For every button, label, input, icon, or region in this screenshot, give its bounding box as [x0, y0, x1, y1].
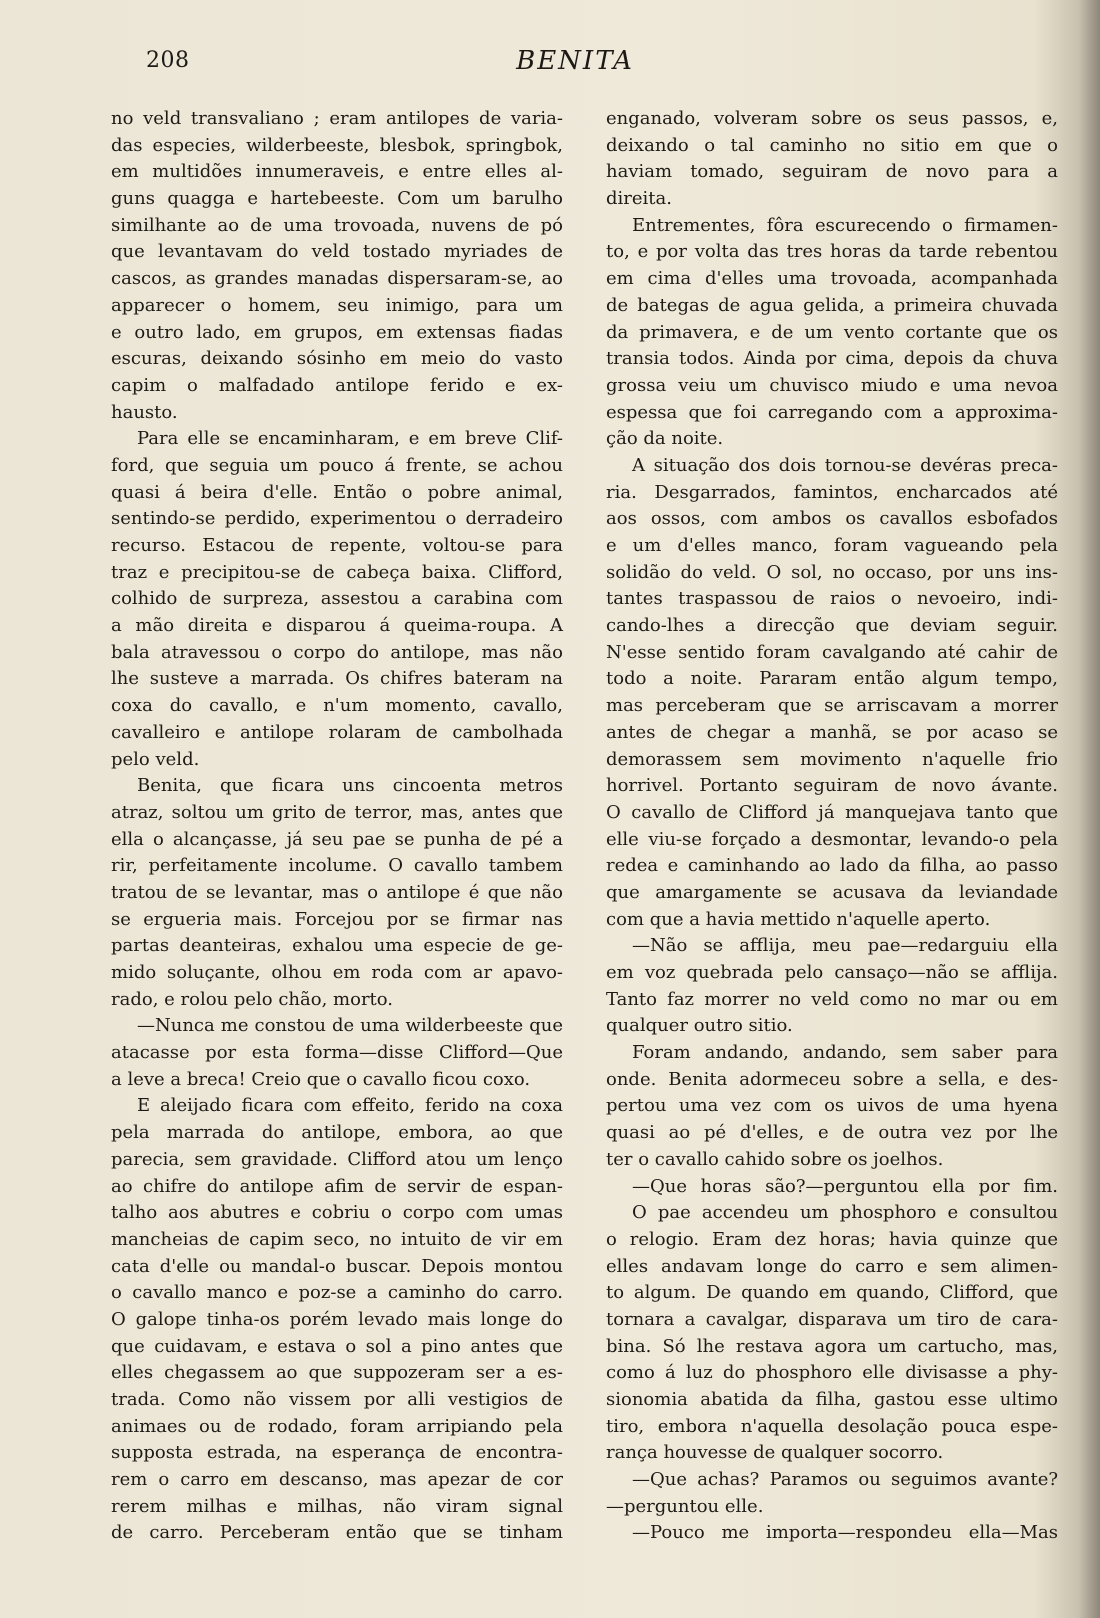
text-line: to algum. De quando em quando, Clifford, que [606, 1282, 1058, 1304]
text-line: tornara a cavalgar, disparava um tiro de cara- [606, 1308, 1058, 1330]
text-line: capim o malfadado antilope ferido e ex- [111, 374, 563, 396]
text-line: —Não se afflija, meu pae—redarguiu ella [632, 935, 1058, 957]
text-line: em multidões innumeraveis, e entre elles al- [111, 161, 563, 183]
text-line: redea e caminhando ao lado da filha, ao passo [606, 855, 1058, 877]
text-line: elles chegassem ao que suppozeram ser a es- [111, 1362, 563, 1384]
text-line: talho aos abutres e cobriu o corpo com umas [111, 1202, 563, 1224]
text-line: enganado, volveram sobre os seus passos, e, [606, 108, 1058, 129]
text-line: guns quagga e hartebeeste. Com um barulho [111, 188, 563, 210]
text-line: animaes ou de rodado, foram arripiando pela [111, 1415, 563, 1437]
text-line: antes de chegar a manhã, se por acaso se [606, 721, 1058, 743]
text-line: direita. [606, 188, 672, 210]
text-line: como á luz do phosphoro elle divisasse a phy- [606, 1362, 1058, 1384]
text-line: o relogio. Eram dez horas; havia quinze que [606, 1228, 1058, 1250]
text-line: —Pouco me importa—respondeu ella—Mas [632, 1522, 1058, 1544]
text-line: das especies, wilderbeeste, blesbok, springbok, [111, 134, 563, 156]
text-line: Benita, que ficara uns cincoenta metros [137, 775, 563, 797]
text-line: bina. Só lhe restava agora um cartucho, mas, [606, 1335, 1058, 1357]
text-line: O galope tinha-os porém levado mais longe do [111, 1308, 563, 1330]
text-line: atraz, soltou um grito de terror, mas, antes que [111, 801, 563, 823]
text-line: haviam tomado, seguiram de novo para a [606, 161, 1058, 183]
text-line: pelo veld. [111, 748, 200, 770]
page-number: 208 [146, 48, 190, 73]
text-line: e outro lado, em grupos, em extensas fiadas [111, 321, 563, 343]
text-line: o cavallo manco e poz-se a caminho do carro. [111, 1282, 563, 1304]
text-line: ção da noite. [606, 428, 724, 450]
text-line: aos ossos, com ambos os cavallos esbofados [606, 508, 1058, 530]
text-line: mido soluçante, olhou em roda com ar apavo- [111, 962, 563, 983]
text-line: colhido de surpreza, assestou a carabina com [111, 588, 563, 610]
text-line: O cavallo de Clifford já manquejava tanto que [606, 801, 1058, 823]
text-line: ter o cavallo cahido sobre os joelhos. [606, 1148, 944, 1170]
text-line: lhe susteve a marrada. Os chifres bateram na [111, 668, 563, 690]
text-line: qualquer outro sitio. [606, 1015, 793, 1037]
text-line: e um d'elles manco, foram vagueando pela [606, 535, 1058, 556]
text-line: a mão direita e disparou á queima-roupa. A [111, 615, 563, 637]
text-line: tratou de se levantar, mas o antilope é que não [111, 881, 563, 903]
text-line: ria. Desgarrados, famintos, encharcados até [606, 481, 1058, 503]
text-line: partas deanteiras, exhalou uma especie de ge- [111, 935, 563, 957]
text-line: A situação dos dois tornou-se devéras preca- [632, 454, 1058, 476]
text-line: rem o carro em descanso, mas apezar de cor [111, 1469, 563, 1491]
text-line: cavalleiro e antilope rolaram de cambolhada [111, 721, 563, 743]
text-line: elle viu-se forçado a desmontar, levando-o pela [606, 828, 1058, 850]
text-line: cata d'elle ou mandal-o buscar. Depois montou [111, 1255, 563, 1277]
text-line: parecia, sem gravidade. Clifford atou um lenço [111, 1148, 563, 1170]
text-line: elles andavam longe do carro e sem alimen- [606, 1255, 1058, 1277]
text-line: cando-lhes a direcção que deviam seguir. [606, 615, 1058, 637]
text-line: cascos, as grandes manadas dispersaram-se, ao [111, 268, 563, 290]
text-line: Para elle se encaminharam, e em breve Clif- [137, 428, 563, 450]
text-line: grossa veiu um chuvisco miudo e uma nevoa [606, 374, 1058, 396]
text-line: to, e por volta das tres horas da tarde rebentou [606, 241, 1058, 263]
text-line: tantes traspassou de raios o nevoeiro, indi- [606, 588, 1058, 610]
text-line: —Que achas? Paramos ou seguimos avante? [632, 1469, 1058, 1491]
text-line: quasi ao pé d'elles, e de outra vez por lhe [606, 1122, 1058, 1144]
text-line: recurso. Estacou de repente, voltou-se para [111, 535, 563, 556]
text-line: de bategas de agua gelida, a primeira chuvada [606, 294, 1058, 316]
text-line: Foram andando, andando, sem saber para [632, 1042, 1058, 1064]
running-title: BENITA [516, 46, 634, 76]
text-line: solidão do veld. O sol, no occaso, por uns ins- [606, 561, 1058, 583]
text-line: todo a noite. Pararam então algum tempo, [606, 668, 1058, 690]
page-header [0, 44, 1100, 84]
text-line: atacasse por esta forma—disse Clifford—Que [111, 1042, 563, 1064]
text-line: ella o alcançasse, já seu pae se punha de pé a [111, 828, 563, 850]
text-line: rança houvesse de qualquer socorro. [606, 1442, 944, 1464]
text-line: Tanto faz morrer no veld como no mar ou em [606, 988, 1058, 1010]
text-line: similhante ao de uma trovoada, nuvens de pó [111, 214, 563, 236]
text-line: em cima d'elles uma trovoada, acompanhada [606, 268, 1058, 290]
text-line: mancheias de capim seco, no intuito de vir em [111, 1228, 563, 1250]
text-line: a leve a breca! Creio que o cavallo ficou coxo. [111, 1068, 531, 1090]
text-line: sentindo-se perdido, experimentou o derradeiro [111, 508, 563, 530]
text-line: traz e precipitou-se de cabeça baixa. Clifford, [111, 561, 563, 583]
text-line: quasi á beira d'elle. Então o pobre animal, [111, 481, 563, 503]
text-line: ford, que seguia um pouco á frente, se achou [111, 454, 563, 476]
text-line: sionomia abatida da filha, gastou esse ultimo [606, 1389, 1058, 1410]
text-line: E aleijado ficara com effeito, ferido na coxa [137, 1095, 563, 1117]
text-line: se ergueria mais. Forcejou por se firmar nas [111, 908, 563, 930]
text-line: de carro. Perceberam então que se tinham [111, 1522, 563, 1544]
text-line: pela marrada do antilope, embora, ao que [111, 1122, 563, 1144]
text-line: N'esse sentido foram cavalgando até cahir de [606, 641, 1058, 663]
text-line: O pae accendeu um phosphoro e consultou [632, 1202, 1058, 1224]
text-line: hausto. [111, 401, 178, 423]
right-text-column [606, 106, 1058, 1547]
text-line: com que a havia mettido n'aquelle aperto. [606, 908, 991, 930]
text-line: no veld transvaliano ; eram antilopes de varia- [111, 108, 563, 129]
text-line: rir, perfeitamente incolume. O cavallo tambem [111, 855, 563, 877]
text-line: pertou uma vez com os uivos de uma hyena [606, 1095, 1058, 1117]
text-line: que cuidavam, e estava o sol a pino antes que [111, 1335, 563, 1357]
text-line: escuras, deixando sósinho em meio do vasto [111, 348, 563, 370]
text-line: trada. Como não vissem por alli vestigios de [111, 1389, 563, 1410]
text-line: que levantavam do veld tostado myriades de [111, 241, 563, 263]
text-line: deixando o tal caminho no sitio em que o [606, 134, 1058, 156]
text-line: ao chifre do antilope afim de servir de espan- [111, 1175, 563, 1197]
text-line: horrivel. Portanto seguiram de novo ávante. [606, 775, 1058, 797]
text-line: supposta estrada, na esperança de encontra- [111, 1442, 563, 1464]
text-line: —perguntou elle. [606, 1495, 764, 1517]
text-line: da primavera, e de um vento cortante que os [606, 321, 1058, 343]
left-text-column [111, 106, 563, 1547]
text-line: espessa que foi carregando com a approxima- [606, 401, 1058, 423]
text-line: rerem milhas e milhas, não viram signal [111, 1495, 563, 1517]
text-line: mas perceberam que se arriscavam a morrer [606, 695, 1058, 717]
text-line: demorassem sem movimento n'aquelle frio [606, 748, 1058, 770]
text-line: bala atravessou o corpo do antilope, mas não [111, 641, 563, 663]
text-line: Entrementes, fôra escurecendo o firmamen- [632, 214, 1058, 236]
text-line: —Nunca me constou de uma wilderbeeste que [137, 1015, 563, 1037]
text-line: —Que horas são?—perguntou ella por fim. [632, 1175, 1058, 1197]
text-line: rado, e rolou pelo chão, morto. [111, 988, 394, 1010]
text-line: apparecer o homem, seu inimigo, para um [111, 294, 563, 316]
text-line: onde. Benita adormeceu sobre a sella, e des- [606, 1068, 1058, 1090]
text-line: coxa do cavallo, e n'um momento, cavallo, [111, 695, 563, 717]
text-line: em voz quebrada pelo cansaço—não se afflija. [606, 962, 1058, 983]
text-line: tiro, embora n'aquella desolação pouca espe- [606, 1415, 1058, 1437]
text-line: que amargamente se acusava da leviandade [606, 881, 1058, 903]
text-line: transia todos. Ainda por cima, depois da chuva [606, 348, 1058, 370]
